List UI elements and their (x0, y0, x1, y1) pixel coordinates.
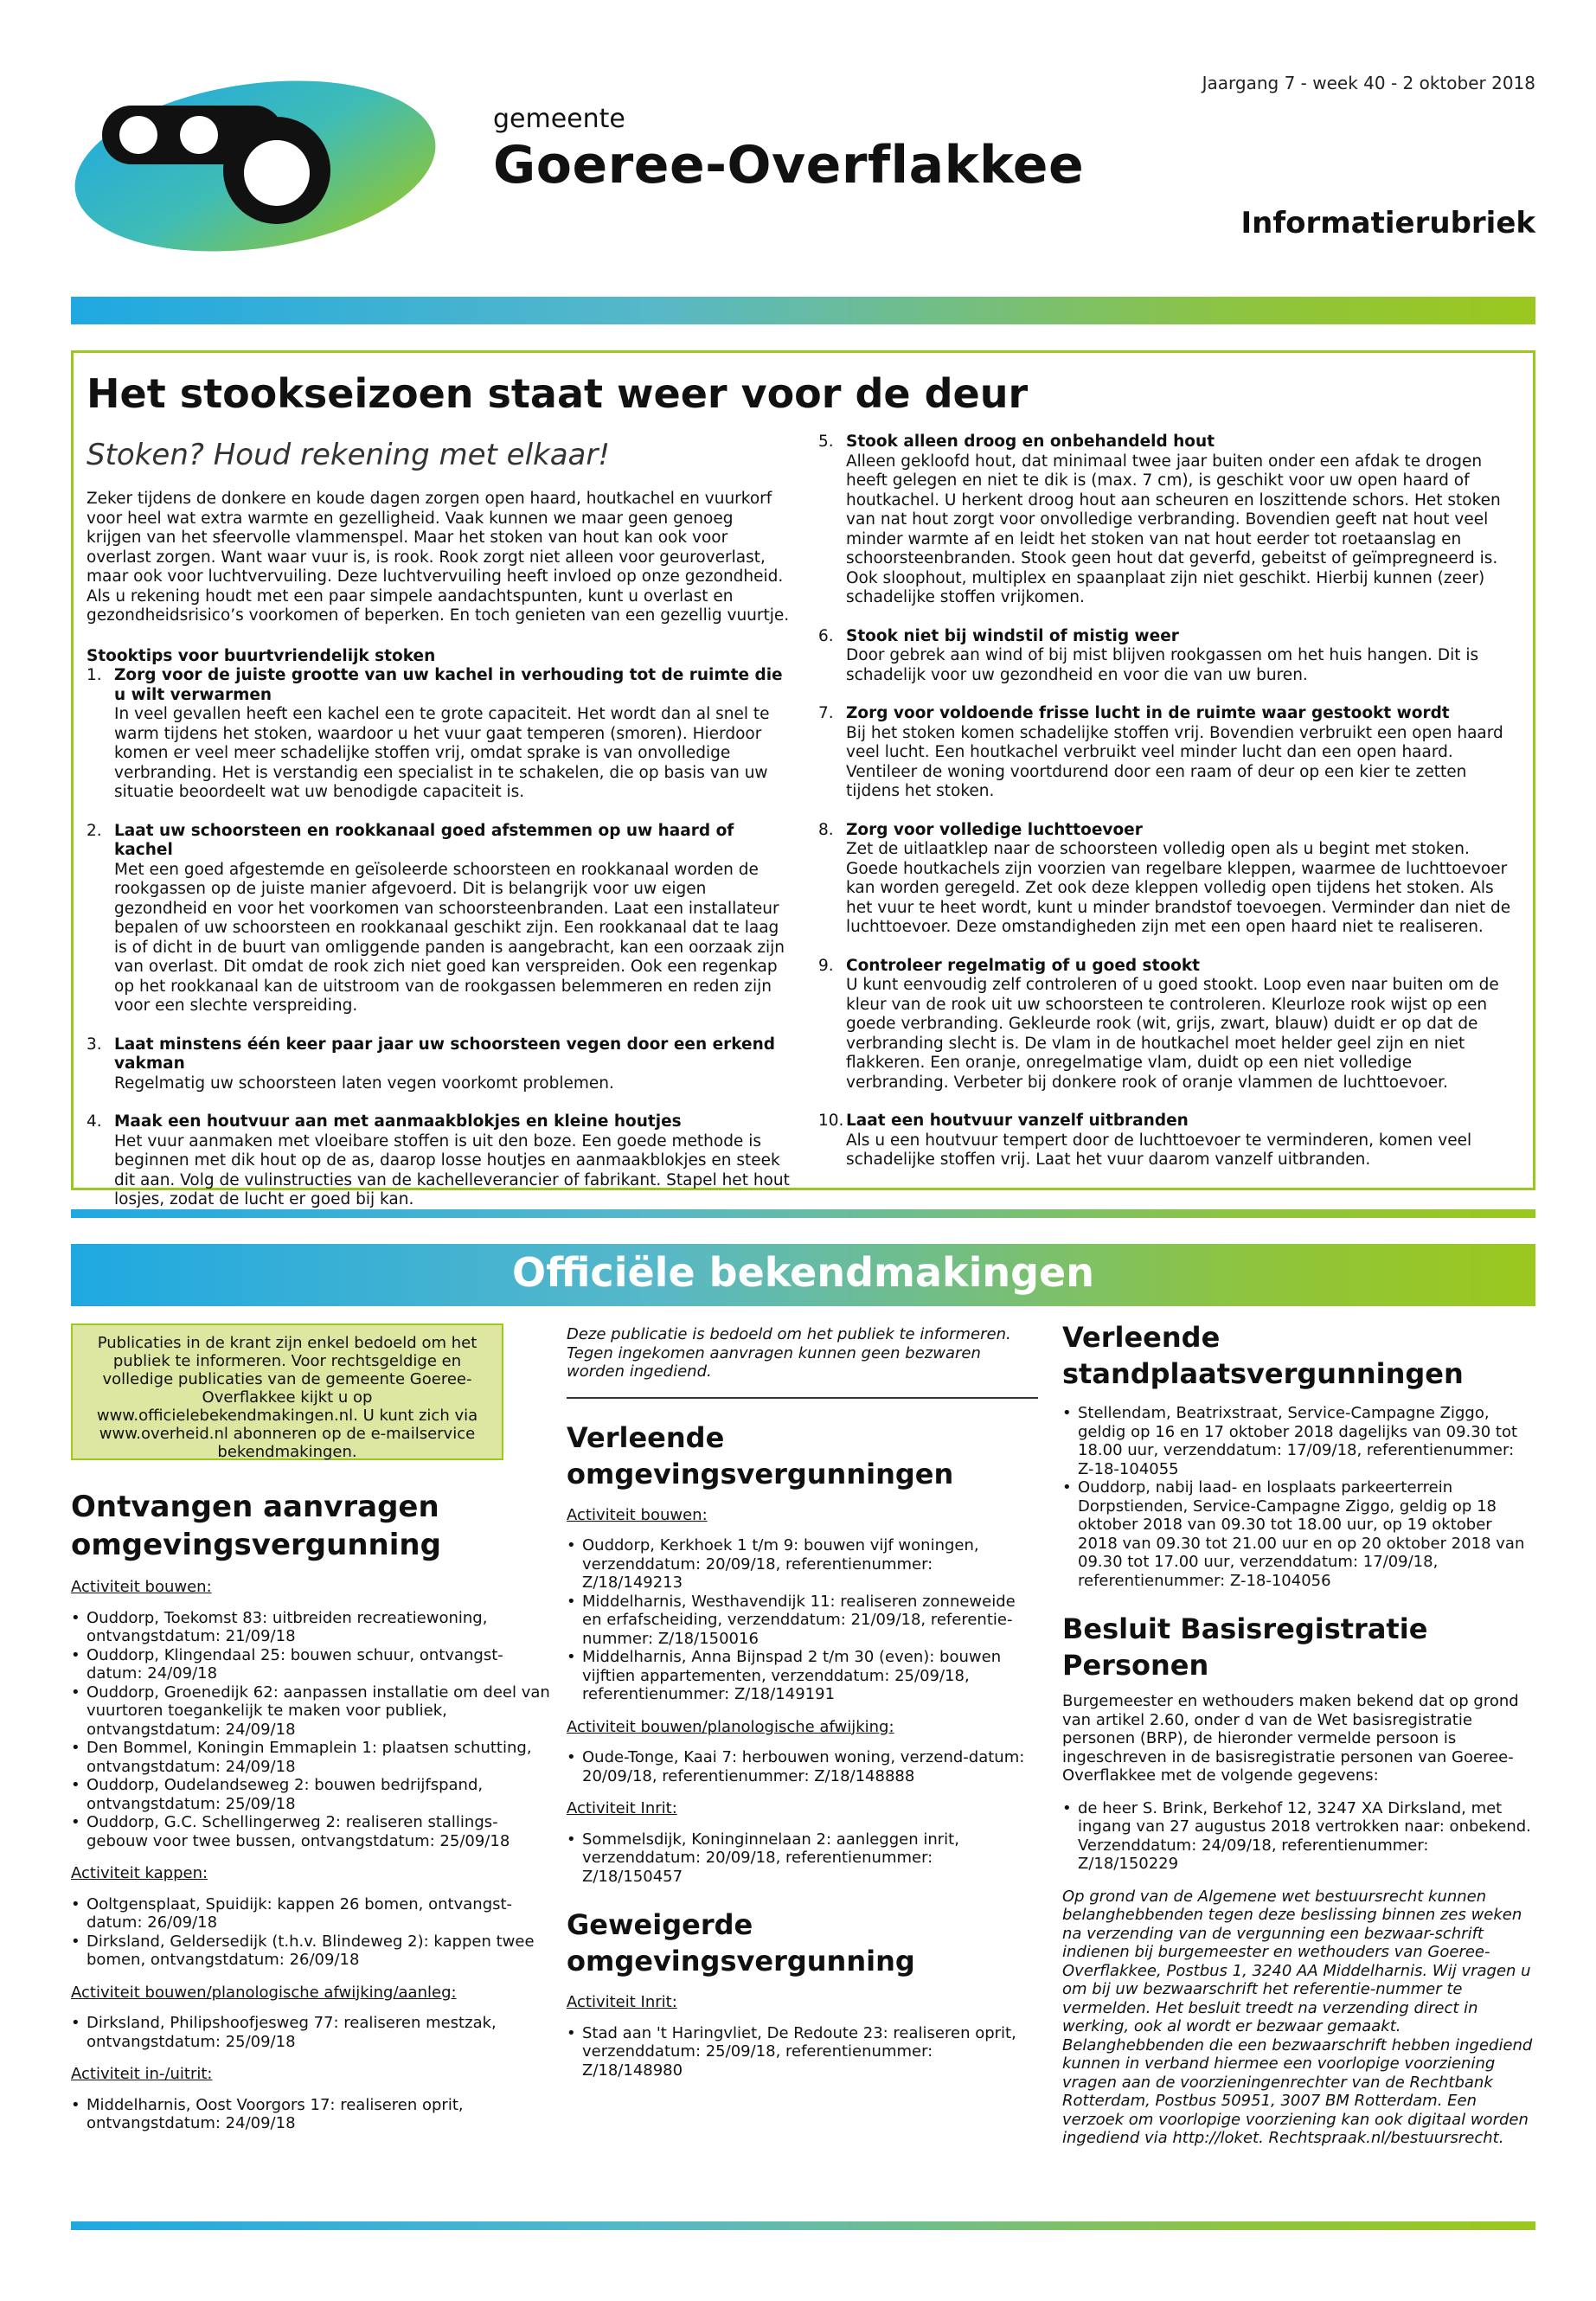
list-item-text: Middelharnis, Anna Bijnspad 2 t/m 30 (even): bouwen vijftien appartementen, verzenddatum: 25/09/18, referentienummer: Z/18/149191 (582, 1648, 1002, 1703)
list-item-text: Ouddorp, G.C. Schellingerweg 2: realiseren stallings-gebouw voor twee bussen, ontvangstdatum: 25/09/18 (87, 1813, 510, 1850)
activity-label: Activiteit bouwen: (71, 1578, 212, 1596)
activity-label: Activiteit in-/uitrit: (71, 2065, 213, 2083)
article-right-column (818, 433, 1519, 1189)
bullet-icon: • (71, 1932, 80, 1951)
activity-list (567, 1748, 1038, 1785)
bullet-icon: • (567, 1648, 576, 1666)
list-item (1062, 1799, 1534, 1874)
list-item (1062, 1478, 1534, 1590)
bullet-icon: • (71, 1682, 80, 1702)
divider-gradient-bar (71, 1209, 1535, 1218)
list-item-text: Stad aan 't Haringvliet, De Redoute 23: realiseren oprit, verzenddatum: 25/09/18, referentienummer: Z/18/148980 (582, 2023, 1016, 2080)
tip-number: 9. (818, 956, 834, 975)
tip-number: 2. (87, 821, 102, 840)
tip-title: Laat minstens één keer paar jaar uw schoorsteen vegen door een erkend vakman (114, 1035, 776, 1073)
bullet-icon: • (1062, 1798, 1072, 1817)
list-item (567, 1593, 1038, 1649)
bullet-icon: • (567, 1592, 576, 1611)
list-item-text: Ouddorp, Kerkhoek 1 t/m 9: bouwen vijf woningen, verzenddatum: 20/09/18, referentienummer: Z/18/149213 (582, 1536, 979, 1592)
tip-number: 5. (818, 433, 834, 451)
bullet-icon: • (71, 1608, 80, 1627)
ontvangen-title: Ontvangen aanvragen omgevingsvergunning (71, 1490, 441, 1562)
list-item-text: Ouddorp, nabij laad- en losplaats parkeerterrein Dorpstienden, Service-Campagne Ziggo, geldig op 18 oktober 2018 van 09.30 tot 18.00 uur, op 19 oktober 2018 van 09.30 tot 21.00 uur en op 20 oktober 2018 van 09.30 tot 17.00 uur, verzenddatum: 17/09/18, referentienummer: Z-18-104056 (1078, 1478, 1525, 1590)
list-item (71, 1646, 555, 1683)
tips-heading: Stooktips voor buurtvriendelijk stoken (87, 646, 436, 665)
tip-text: In veel gevallen heeft een kachel een te grote capaciteit. Het wordt dan al snel te warm tijdens het stoken, waardoor u het vuur gaat temperen (smoren). Hierdoor komen er veel meer schadelijke stoffen vrij, omdat sprake is van onvolledige verbranding. Het is verstandig een specialist in te schakelen, die op basis van uw situatie beoordeelt wat uw benodigde capaciteit is. (114, 705, 770, 801)
list-item (71, 1895, 555, 1932)
tip-item (818, 957, 1519, 1093)
tip-title: Laat uw schoorsteen en rookkanaal goed afstemmen op uw haard of kachel (114, 821, 734, 859)
bullet-icon: • (71, 1813, 80, 1831)
activity-label: Activiteit bouwen/planologische afwijking/aanleg: (71, 1983, 457, 2002)
tip-item (87, 1112, 792, 1210)
list-item-text: Ouddorp, Groenedijk 62: aanpassen installatie om deel van vuurtoren toegankelijk te maken voor publiek, ontvangstdatum: 24/09/18 (87, 1682, 550, 1739)
list-item (71, 1739, 555, 1776)
bullet-icon: • (71, 1739, 80, 1757)
activity-list (71, 1609, 555, 1851)
tip-number: 1. (87, 666, 102, 684)
activity-list (567, 1830, 1038, 1887)
tip-number: 10. (818, 1112, 844, 1130)
tip-text: U kunt eenvoudig zelf controleren of u goed stookt. Loop even naar buiten om de kleur van de rook uit uw schoorsteen te controleren. Kleurloze rook wijst op een goede verbranding. Gekleurde rook (wit, grijs, zwart, blauw) duidt er op dat de verbranding slecht is. De vlam in de houtkachel moet helder geel zijn en niet flakkeren. Een oranje, onregelmatige vlam, duidt op een niet volledige verbranding. Verbeter bij donkere rook of oranje vlammen de luchttoevoer. (846, 976, 1499, 1092)
activity-label: Activiteit kappen: (71, 1864, 208, 1882)
activity-label: Activiteit Inrit: (567, 1799, 677, 1817)
tip-text: Het vuur aanmaken met vloeibare stoffen is uit den boze. Een goede methode is beginnen met dik hout op de as, daarop losse houtjes en aanmaakblokjes en steek dit aan. Volg de vulinstructies van de kachelleverancier of fabrikant. Stapel het hout losjes, zodat de lucht er goed bij kan. (114, 1131, 790, 1208)
bullet-icon: • (567, 1748, 576, 1766)
bekendmakingen-title: Officiële bekendmakingen (512, 1249, 1094, 1296)
list-item-text: Middelharnis, Oost Voorgors 17: realiseren oprit, ontvangstdatum: 24/09/18 (87, 2095, 464, 2132)
brp-intro: Burgemeester en wethouders maken bekend dat op grond van artikel 2.60, onder d van de Wet basisregistratie personen (BRP), de hieronder vermelde persoon is ingeschreven in de basisregistratie personen van Goeree-Overflakkee met de volgende gegevens: (1062, 1692, 1519, 1785)
tip-number: 8. (818, 820, 834, 839)
list-item-text: de heer S. Brink, Berkehof 12, 3247 XA Dirksland, met ingang van 27 augustus 2018 vertrokken naar: onbekend. Verzenddatum: 24/09/18, referentienummer: Z/18/150229 (1078, 1798, 1531, 1873)
bullet-icon: • (567, 2023, 576, 2042)
bullet-icon: • (71, 2095, 80, 2114)
tip-item (87, 1035, 792, 1094)
list-item (567, 2024, 1038, 2080)
list-item (71, 1932, 555, 1970)
tip-text: Alleen gekloofd hout, dat minimaal twee jaar buiten onder een afdak te drogen heeft gelegen en niet te dik is (max. 7 cm), is geschikt voor uw open haard of houtkachel. U herkent droog hout aan scheuren en loszittende schors. Het stoken van nat hout zorgt voor onvolledige verbranding. Bovendien geeft nat hout veel minder warmte af en leidt het stoken van nat hout eerder tot roetaanslag en schoorsteenbranden. Stook geen hout dat geverfd, gebeitst of geïmpregneerd is. Ook sloophout, multiplex en spaanplaat zijn niet geschikt. Hierbij kunnen (zeer) schadelijke stoffen vrijkomen. (846, 452, 1501, 606)
list-item (567, 1748, 1038, 1785)
activity-label: Activiteit bouwen/planologische afwijking: (567, 1717, 894, 1736)
article-intro: Zeker tijdens de donkere en koude dagen zorgen open haard, houtkachel en vuurkorf voor heel wat extra warmte en gezelligheid. Vaak kunnen we maar geen genoeg krijgen van het sfeervolle vlammenspel. Maar het stoken van hout kan ook voor overlast zorgen. Want waar vuur is, is rook. Rook zorgt niet alleen voor geuroverlast, maar ook voor luchtvervuiling. Deze luchtvervuiling heeft invloed op onze gezondheid. Als u rekening houdt met een paar simpele aandachtspunten, kunt u overlast en gezondheidsrisico’s voorkomen of beperken. En toch genieten van een gezellig vuurtje. (87, 490, 790, 625)
tip-item (818, 433, 1519, 608)
list-item-text: Ouddorp, Klingendaal 25: bouwen schuur, ontvangst-datum: 24/09/18 (87, 1645, 503, 1682)
footer-gradient-bar (71, 2221, 1535, 2230)
tip-title: Zorg voor voldoende frisse lucht in de ruimte waar gestookt wordt (846, 704, 1450, 722)
logo-subtitle: gemeente (493, 104, 625, 134)
brp-title: Besluit Basisregistratie Personen (1062, 1612, 1428, 1682)
bullet-icon: • (71, 1776, 80, 1794)
section-label: Informatierubriek (1240, 206, 1535, 240)
edition-info: Jaargang 7 - week 40 - 2 oktober 2018 (1202, 73, 1535, 93)
list-item-text: Dirksland, Philipshoofjesweg 77: realiseren mestzak, ontvangstdatum: 25/09/18 (87, 2014, 497, 2051)
geweigerd-title: Geweigerde omgevingsvergunning (567, 1908, 915, 1977)
municipality-logo (69, 71, 450, 261)
activity-list (71, 2014, 555, 2051)
bullet-icon: • (1062, 1478, 1072, 1497)
tip-number: 6. (818, 626, 834, 645)
list-item-text: Ouddorp, Oudelandseweg 2: bouwen bedrijfspand, ontvangstdatum: 25/09/18 (87, 1776, 484, 1813)
tip-title: Laat een houtvuur vanzelf uitbranden (846, 1112, 1189, 1130)
tip-item (818, 1112, 1519, 1170)
tip-title: Zorg voor de juiste grootte van uw kachel in verhouding tot de ruimte die u wilt verwarmen (114, 666, 783, 704)
tip-item (818, 704, 1519, 802)
tip-text: Bij het stoken komen schadelijke stoffen vrij. Bovendien verbruikt een open haard veel lucht. Een houtkachel verbruikt veel minder lucht dan een open haard. Ventileer de woning voortdurend door een raam of deur op een kier te zetten tijdens het stoken. (846, 723, 1503, 800)
tip-text: Zet de uitlaatklep naar de schoorsteen volledig open als u begint met stoken. Goede houtkachels zijn voorzien van regelbare kleppen, waarmee de luchttoevoer kan worden geregeld. Zet ook deze kleppen volledig open tijdens het stoken. Als het vuur te heet wordt, kunt u minder brandstof toevoegen. Verminder dan niet de luchttoevoer. Deze omstandigheden zijn met een open haard niet te realiseren. (846, 840, 1511, 936)
list-item-text: Sommelsdijk, Koninginnelaan 2: aanleggen inrit, verzenddatum: 20/09/18, referentienummer: Z/18/150457 (582, 1830, 959, 1886)
list-item-text: Middelharnis, Westhavendijk 11: realiseren zonneweide en erfafscheiding, verzenddatum: 21/09/18, referentie-nummer: Z/18/150016 (582, 1592, 1016, 1648)
tip-title: Stook niet bij windstil of mistig weer (846, 626, 1179, 645)
brp-legal-text: Op grond van de Algemene wet bestuursrecht kunnen belanghebbenden tegen deze beslissing binnen zes weken na verzending van de vergunning een bezwaar-schrift indienen bij burgemeester en wethouders van Goeree-Overflakkee, Postbus 1, 3240 AA Middelharnis. Wij vragen u om bij uw bezwaarschrift het referentie-nummer te vermelden. Het besluit treedt na verzending direct in werking, ook al wordt er bezwaar gemaakt. Belanghebbenden die een bezwaarschrift hebben ingediend kunnen in verband hiermee een voorlopige voorziening vragen aan de voorzieningenrechter van de Rechtbank Rotterdam, Postbus 50951, 3007 BM Rotterdam. Een verzoek om voorlopige voorziening kan ook digitaal worden ingediend via http://loket. Rechtspraak.nl/bestuursrecht. (1062, 1887, 1533, 2147)
tip-number: 3. (87, 1035, 102, 1054)
bullet-icon: • (71, 2014, 80, 2032)
list-item (71, 2014, 555, 2051)
bullet-icon: • (71, 1645, 80, 1664)
list-item (567, 1830, 1038, 1887)
list-item (1062, 1404, 1534, 1478)
list-item-text: Den Bommel, Koningin Emmaplein 1: plaatsen schutting, ontvangstdatum: 24/09/18 (87, 1739, 532, 1776)
tip-title: Maak een houtvuur aan met aanmaakblokjes en kleine houtjes (114, 1112, 682, 1131)
tip-item (87, 822, 792, 1016)
activity-label: Activiteit bouwen: (567, 1505, 708, 1524)
bullet-icon: • (567, 1536, 576, 1554)
activity-list (567, 1536, 1038, 1704)
tip-text: Door gebrek aan wind of bij mist blijven rookgassen om het huis hangen. Dit is schadelijk voor uw gezondheid en voor die van uw buren. (846, 646, 1479, 684)
tip-text: Regelmatig uw schoorsteen laten vegen voorkomt problemen. (114, 1074, 614, 1093)
activity-list (71, 2096, 555, 2133)
tip-item (818, 821, 1519, 938)
tip-title: Controleer regelmatig of u goed stookt (846, 956, 1200, 975)
article-subtitle: Stoken? Houd rekening met elkaar! (87, 438, 610, 472)
list-item (71, 2096, 555, 2133)
bullet-icon: • (1062, 1404, 1072, 1422)
column-intro: Deze publicatie is bedoeld om het publiek te informeren. Tegen ingekomen aanvragen kunnen geen bezwaren worden ingediend. (567, 1325, 1011, 1381)
list-item-text: Ouddorp, Toekomst 83: uitbreiden recreatiewoning, ontvangstdatum: 21/09/18 (87, 1608, 488, 1645)
list-item (71, 1776, 555, 1813)
tip-item (87, 666, 792, 803)
tip-title: Zorg voor volledige luchttoevoer (846, 820, 1143, 839)
publication-notice: Publicaties in de krant zijn enkel bedoeld om het publiek te informeren. Voor rechtsgeldige en volledige publicaties van de gemeente Goeree-Overflakkee kijkt u op www.officielebekendmakingen.nl. U kunt zich via www.overheid.nl abonneren op de e-mailservice bekendmakingen. (71, 1324, 503, 1460)
list-item (71, 1609, 555, 1646)
list-item (71, 1683, 555, 1740)
list-item-text: Ooltgensplaat, Spuidijk: kappen 26 bomen, ontvangst-datum: 26/09/18 (87, 1894, 513, 1932)
column-ontvangen (71, 1488, 555, 2133)
tip-text: Als u een houtvuur tempert door de luchttoevoer te verminderen, komen veel schadelijke stoffen vrij. Laat het vuur daarom vanzelf uitbranden. (846, 1131, 1472, 1169)
activity-list (71, 1895, 555, 1970)
header-gradient-bar (71, 297, 1535, 324)
separator (567, 1397, 1038, 1399)
tip-number: 4. (87, 1112, 102, 1131)
list-item (567, 1648, 1038, 1704)
activity-label: Activiteit Inrit: (567, 1993, 677, 2011)
standplaats-title: Verleende standplaatsvergunningen (1062, 1321, 1464, 1390)
activity-list (567, 2024, 1038, 2080)
column-standplaats-brp (1062, 1319, 1534, 2148)
bullet-icon: • (567, 1830, 576, 1849)
logo-title: Goeree-Overflakkee (493, 135, 1085, 195)
tip-text: Met een goed afgestemde en geïsoleerde schoorsteen en rookkanaal worden de rookgassen op de juiste manier afgevoerd. Dit is belangrijk voor uw eigen gezondheid en voor het voorkomen van schoorsteenbranden. Laat een installateur bepalen of uw schoorsteen en rookkanaal geschikt zijn. Een rookkanaal dat te laag is of dicht in de buurt van omliggende panden is aangebracht, kan een oorzaak zijn van overlast. Dit omdat de rook zich niet goed kan verspreiden. Ook een regenkap op het rookkanaal kan de uitstroom van de rookgassen belemmeren en reden zijn voor een slechte verspreiding. (114, 860, 785, 1015)
verleend-title: Verleende omgevingsvergunningen (567, 1420, 954, 1490)
article-left-column (87, 490, 792, 1229)
list-item (567, 1536, 1038, 1593)
tip-number: 7. (818, 704, 834, 722)
list-item-text: Oude-Tonge, Kaai 7: herbouwen woning, verzend-datum: 20/09/18, referentienummer: Z/18/148888 (582, 1748, 1025, 1785)
bullet-icon: • (71, 1894, 80, 1913)
list-item-text: Stellendam, Beatrixstraat, Service-Campagne Ziggo, geldig op 16 en 17 oktober 2018 dagelijks van 09.30 tot 18.00 uur, verzenddatum: 17/09/18, referentienummer: Z-18-104055 (1078, 1404, 1518, 1478)
column-verleend-omgeving (567, 1325, 1038, 2080)
article-title: Het stookseizoen staat weer voor de deur (87, 370, 1029, 417)
list-item (71, 1813, 555, 1850)
tip-item (818, 627, 1519, 686)
tip-title: Stook alleen droog en onbehandeld hout (846, 433, 1215, 451)
list-item-text: Dirksland, Geldersedijk (t.h.v. Blindeweg 2): kappen twee bomen, ontvangstdatum: 26/09/18 (87, 1932, 535, 1969)
